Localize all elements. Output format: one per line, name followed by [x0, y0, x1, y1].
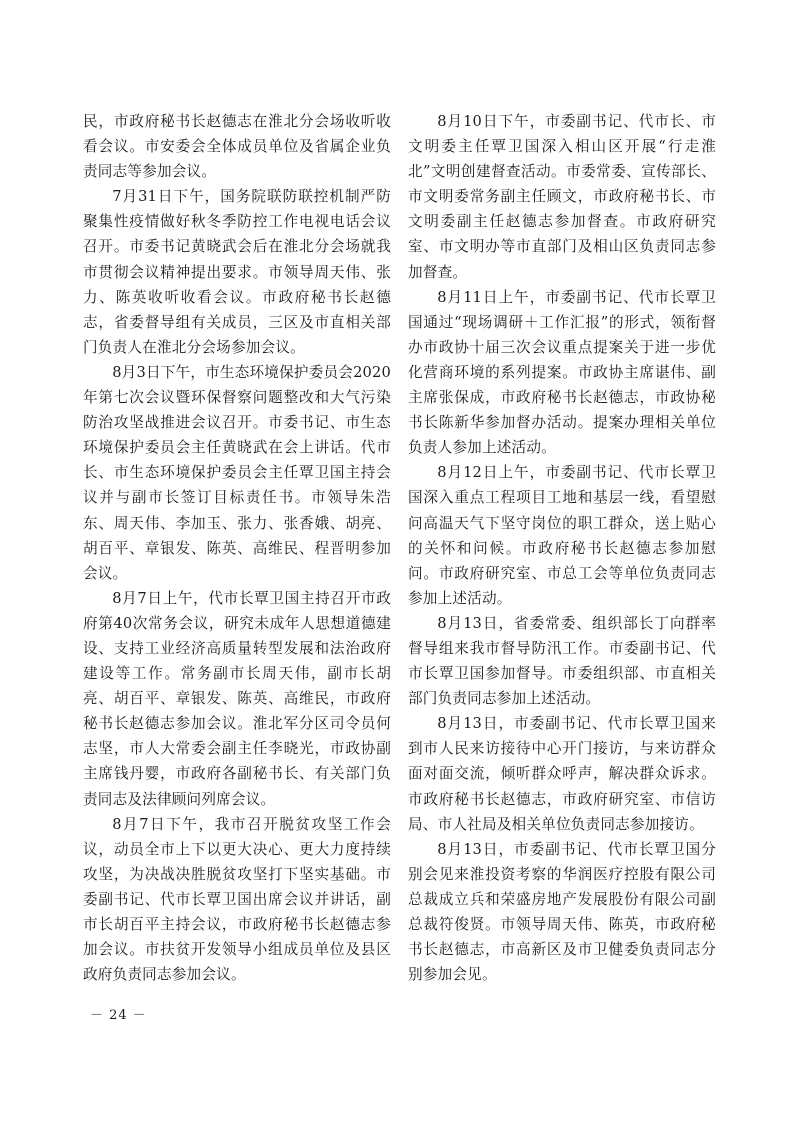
paragraph: 8月13日，市委副书记、代市长覃卫国分别会见来淮投资考察的华润医疗控股有限公司总裁成立兵和荣盛房地产发展股份有限公司副总裁符俊贤。市领导周天伟、陈英，市政府秘书长赵德志，市高新区及市卫健委负责同志分别参加会见。 [408, 840, 716, 984]
paragraph: 民，市政府秘书长赵德志在淮北分会场收听收看会议。市安委会全体成员单位及省属企业负责同志等参加会议。 [83, 113, 391, 181]
paragraph: 8月7日上午，代市长覃卫国主持召开市政府第40次常务会议，研究未成年人思想道德建设、支持工业经济高质量转型发展和法治政府建设等工作。常务副市长周天伟，副市长胡亮、胡百平、章银发、陈英、高维民，市政府秘书长赵德志参加会议。淮北军分区司令员何志坚，市人大常委会副主任李晓光，市政协副主席钱丹婴，市政府各副秘书长、有关部门负责同志及法律顾问列席会议。 [83, 589, 391, 808]
left-column [83, 109, 391, 987]
paragraph: 8月12日上午，市委副书记、代市长覃卫国深入重点工程项目工地和基层一线，看望慰问高温天气下坚守岗位的职工群众，送上贴心的关怀和问候。市政府秘书长赵德志参加慰问。市政府研究室、市总工会等单位负责同志参加上述活动。 [408, 464, 716, 607]
paragraph: 8月13日，省委常委、组织部长丁向群率督导组来我市督导防汛工作。市委副书记、代市长覃卫国参加督导。市委组织部、市直相关部门负责同志参加上述活动。 [408, 614, 716, 708]
right-column [408, 109, 716, 987]
paragraph: 8月10日下午，市委副书记、代市长、市文明委主任覃卫国深入相山区开展“行走淮北”文明创建督查活动。市委常委、宣传部长、市文明委常务副主任顾文，市政府秘书长、市文明委副主任赵德志参加督查。市政府研究室、市文明办等市直部门及相山区负责同志参加督查。 [408, 113, 716, 281]
page-number: － 24 － [90, 1008, 147, 1023]
paragraph: 8月3日下午，市生态环境保护委员会2020年第七次会议暨环保督察问题整改和大气污染防治攻坚战推进会议召开。市委书记、市生态环境保护委员会主任黄晓武在会上讲话。代市长、市生态环境保护委员会主任覃卫国主持会议并与副市长签订目标责任书。市领导朱浩东、周天伟、李加玉、张力、张香娥、胡亮、胡百平、章银发、陈英、高维民、程晋明参加会议。 [83, 363, 392, 582]
paragraph: 8月11日上午，市委副书记、代市长覃卫国通过“现场调研＋工作汇报”的形式，领衔督办市政协十届三次会议重点提案关于进一步优化营商环境的系列提案。市政协主席谌伟、副主席张保成，市政府秘书长赵德志，市政协秘书长陈新华参加督办活动。提案办理相关单位负责人参加上述活动。 [408, 288, 716, 457]
paragraph: 8月7日下午，我市召开脱贫攻坚工作会议，动员全市上下以更大决心、更大力度持续攻坚，为决战决胜脱贫攻坚打下坚实基础。市委副书记、代市长覃卫国出席会议并讲话，副市长胡百平主持会议，市政府秘书长赵德志参加会议。市扶贫开发领导小组成员单位及县区政府负责同志参加会议。 [83, 815, 391, 984]
paragraph: 8月13日，市委副书记、代市长覃卫国来到市人民来访接待中心开门接访，与来访群众面对面交流，倾听群众呼声，解决群众诉求。市政府秘书长赵德志，市政府研究室、市信访局、市人社局及相关单位负责同志参加接访。 [408, 715, 716, 833]
paragraph: 7月31日下午，国务院联防联控机制严防聚集性疫情做好秋冬季防控工作电视电话会议召开。市委书记黄晓武会后在淮北分会场就我市贯彻会议精神提出要求。市领导周天伟、张力、陈英收听收看会议。市政府秘书长赵德志，省委督导组有关成员，三区及市直相关部门负责人在淮北分会场参加会议。 [83, 188, 391, 356]
